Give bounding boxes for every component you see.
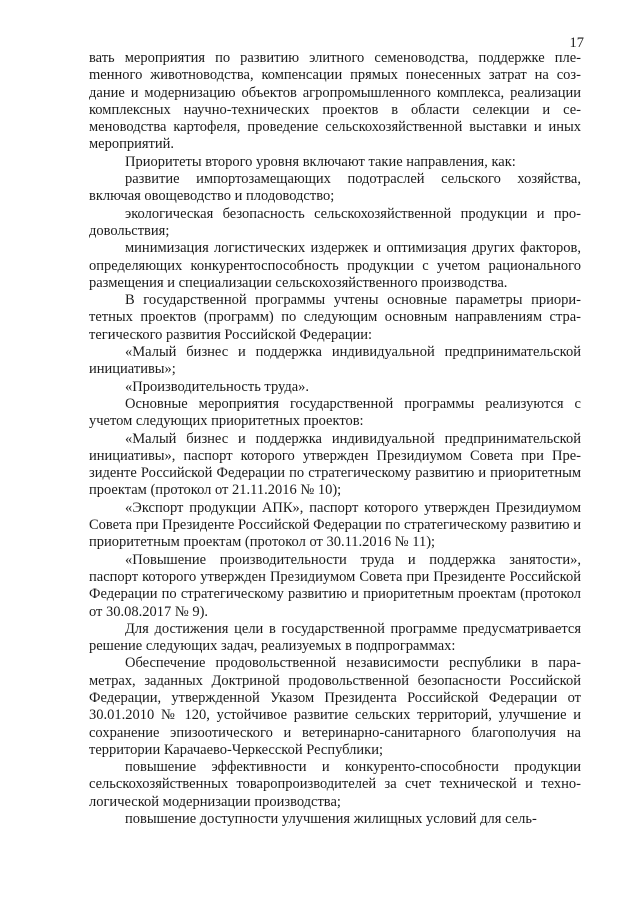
- paragraph: Для достижения цели в государственной программе предусматривается решение следующих задач, реализуемых в подпрограммах:: [89, 620, 581, 655]
- paragraph: «Повышение производительности труда и поддержка занятости», паспорт которого утвержден Президиумом Совета при Президенте Российской Федерации по стратегическому развитию и приоритетным проектам (протокол от 30.08.2017 № 9).: [89, 551, 581, 620]
- paragraph: «Малый бизнес и поддержка индивидуальной предпринимательской инициативы»;: [89, 344, 581, 378]
- document-body: [89, 50, 581, 828]
- paragraph: вать мероприятия по развитию элитного семеноводства, поддержке плеmенного животноводства, компенсации прямых понесенных затрат на создание и модернизацию объектов агропромышленного комплекса, реализации комплексных научно-технических проектов в области селекции и семеноводства картофеля, проведение сельскохозяйственной выставки и иных мероприятий.: [89, 50, 581, 153]
- paragraph: Основные мероприятия государственной программы реализуются с учетом следующих приоритетных проектов:: [89, 395, 581, 430]
- paragraph: «Экспорт продукции АПК», паспорт которого утвержден Президиумом Совета при Президенте Российской Федерации по стратегическому развитию и приоритетным проектам (протокол от 30.11.2016 № 11);: [89, 499, 581, 551]
- paragraph: В государственной программы учтены основные параметры приоритетных проектов (программ) по следующим основным направлениям стратегического развития Российской Федерации:: [89, 292, 581, 343]
- paragraph: минимизация логистических издержек и оптимизация других факторов, определяющих конкурентоспособность продукции с учетом рационального размещения и специализации сельскохозяйственного производства.: [89, 240, 581, 291]
- paragraph: «Малый бизнес и поддержка индивидуальной предпринимательской инициативы», паспорт которого утвержден Президиумом Совета при Президенте Российской Федерации по стратегическому развитию и приоритетным проектам (протокол от 21.11.2016 № 10);: [89, 430, 581, 499]
- page-number: 17: [569, 35, 584, 51]
- paragraph: развитие импортозамещающих подотраслей сельского хозяйства, включая овощеводство и плодоводство;: [89, 171, 581, 205]
- paragraph: Обеспечение продовольственной независимости республики в параметрах, заданных Доктриной продовольственной безопасности Российской Федерации, утвержденной Указом Президента Российской Федерации от 30.01.2010 № 120, устойчивое развитие сельских территорий, улучшение и сохранение эпизоотического и ветеринарно-санитарного благополучия на территории Карачаево-Черкесской Республики;: [89, 655, 581, 758]
- paragraph: экологическая безопасность сельскохозяйственной продукции и продовольствия;: [89, 205, 581, 239]
- paragraph: Приоритеты второго уровня включают такие направления, как:: [125, 153, 516, 170]
- paragraph: повышение эффективности и конкуренто-способности продукции сельскохозяйственных товаропроизводителей за счет технической и технологической модернизации производства;: [89, 759, 581, 810]
- paragraph: «Производительность труда».: [125, 378, 310, 395]
- paragraph: повышение доступности улучшения жилищных условий для сель-: [125, 811, 537, 828]
